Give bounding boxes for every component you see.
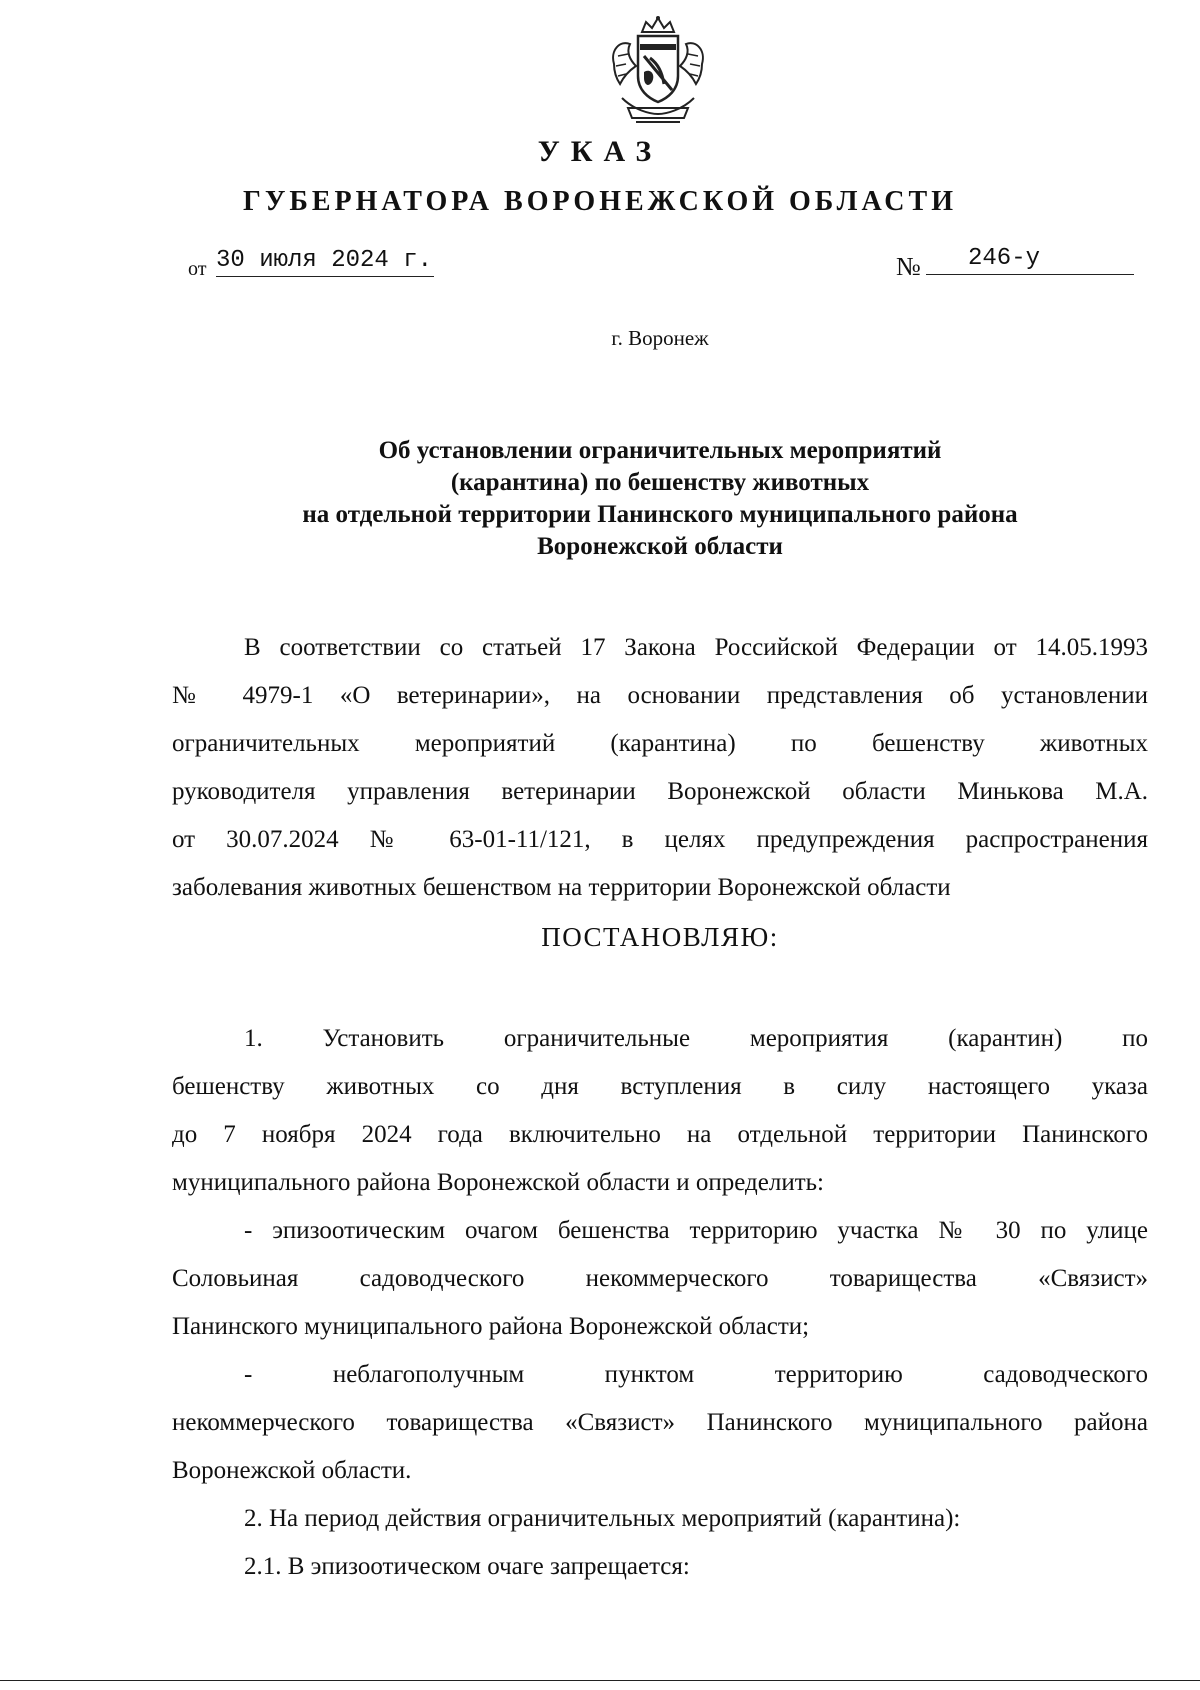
preamble-line: заболевания животных бешенством на территории Воронежской области	[172, 874, 951, 901]
decree-word: ПОСТАНОВЛЯЮ:	[541, 922, 779, 952]
subject-line: Об установлении ограничительных мероприятий	[378, 437, 942, 464]
coat-of-arms-icon	[600, 14, 716, 130]
decree-subject	[160, 435, 1160, 563]
item-1	[172, 1015, 1148, 1207]
preamble-line: от 30.07.2024 № 63-01-11/121, в целях предупреждения распространения	[172, 826, 1148, 853]
preamble-line: № 4979-1 «О ветеринарии», на основании представления об установлении	[172, 682, 1148, 709]
item-1-b-line: - неблагополучным пунктом территорию садоводческого	[244, 1361, 1148, 1388]
date-from-label: от	[188, 258, 207, 280]
subject-line: (карантина) по бешенству животных	[450, 469, 870, 496]
item-2-line: 2. На период действия ограничительных мероприятий (карантина):	[244, 1505, 961, 1532]
subject-line: Воронежской области	[537, 533, 783, 560]
preamble-line: руководителя управления ветеринарии Воронежской области Минькова М.А.	[172, 778, 1148, 805]
item-1-a-line: Панинского муниципального района Воронежской области;	[172, 1313, 810, 1340]
item-1-a-line: Соловьиная садоводческого некоммерческого товарищества «Связист»	[172, 1265, 1148, 1292]
preamble-line: ограничительных мероприятий (карантина) по бешенству животных	[172, 730, 1148, 757]
decree-date: 30 июля 2024 г.	[216, 246, 434, 277]
preamble	[172, 624, 1148, 912]
item-1-line: муниципального района Воронежской области и определить:	[172, 1169, 824, 1196]
preamble-line: В соответствии со статьей 17 Закона Российской Федерации от 14.05.1993	[244, 634, 1148, 661]
item-1-b-line: некоммерческого товарищества «Связист» Панинского муниципального района	[172, 1409, 1148, 1436]
item-1-line: до 7 ноября 2024 года включительно на отдельной территории Панинского	[172, 1121, 1148, 1148]
issuing-authority: ГУБЕРНАТОРА ВОРОНЕЖСКОЙ ОБЛАСТИ	[243, 186, 957, 217]
item-1-line: 1. Установить ограничительные мероприятия (карантин) по	[244, 1025, 1148, 1052]
item-2-1-line: 2.1. В эпизоотическом очаге запрещается:	[244, 1553, 690, 1580]
item-1-line: бешенству животных со дня вступления в силу настоящего указа	[172, 1073, 1148, 1100]
page-bottom-rule	[0, 1680, 1200, 1681]
item-1-a-line: - эпизоотическим очагом бешенства территорию участка № 30 по улице	[244, 1217, 1148, 1244]
item-1-b-line: Воронежской области.	[172, 1457, 412, 1484]
subject-line: на отдельной территории Панинского муниципального района	[302, 501, 1018, 528]
item-1-b	[172, 1351, 1148, 1495]
item-1-a	[172, 1207, 1148, 1351]
number-label: №	[896, 252, 921, 281]
decree-number: 246-у	[926, 244, 1134, 275]
document-type: УКАЗ	[537, 135, 663, 168]
item-2	[172, 1495, 1148, 1591]
city: г. Воронеж	[611, 326, 709, 350]
